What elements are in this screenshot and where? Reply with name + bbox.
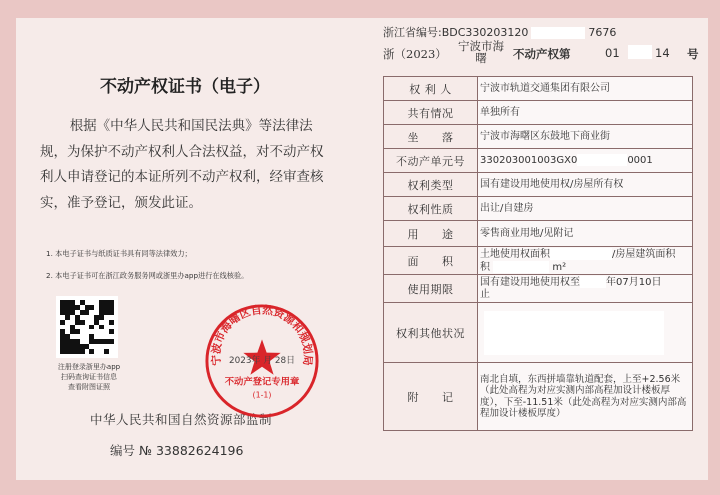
qr-caption-line-3: 查看附图证照	[68, 383, 110, 391]
table-row	[384, 125, 693, 149]
table-row	[384, 247, 693, 275]
hao-label: 号	[687, 47, 699, 61]
certificate-serial	[110, 441, 243, 459]
row-label: 权利其他状况	[384, 303, 478, 363]
certificate-year: 浙（2023）	[383, 47, 447, 61]
seal-date: 2023年 月 28日	[229, 355, 295, 366]
row-label: 附 记	[384, 363, 478, 431]
table-row	[384, 197, 693, 221]
table-row	[384, 303, 693, 363]
row-value	[478, 247, 693, 275]
area-suffix: /房屋建筑面积	[612, 248, 676, 260]
seal-stamp-text: 不动产登记专用章	[224, 376, 300, 388]
serial-number: № 33882624196	[139, 443, 244, 458]
unit-number-prefix: 330203001003GX0	[480, 155, 578, 166]
row-label: 权利类型	[384, 173, 478, 197]
table-row	[384, 149, 693, 173]
serial-label: 编号	[110, 443, 136, 458]
certificate-city: 宁波市海曙	[458, 39, 504, 65]
area-line-2: 积	[480, 261, 490, 273]
term-line-2: 止	[480, 289, 490, 300]
redaction-mask	[493, 261, 549, 273]
certificate-intro: 根据《中华人民共和国民法典》等法律法规，为保护不动产权利人合法权益，对不动产权利人申请登记的本证所列不动产权利，经审查核实，准予登记，颁发此证。	[40, 118, 324, 211]
official-seal-icon	[203, 302, 321, 420]
note-2: 2. 本电子证书可在浙江政务服务网或浙里办app进行在线核验。	[46, 271, 249, 280]
row-label: 共有情况	[384, 101, 478, 125]
row-value: 出让/自建房	[478, 197, 693, 221]
row-value	[478, 149, 693, 173]
row-value: 宁波市海曙区东鼓地下商业街	[478, 125, 693, 149]
row-label: 坐 落	[384, 125, 478, 149]
redaction-mask	[550, 248, 612, 260]
row-label: 使用期限	[384, 275, 478, 303]
certificate-number-part-2: 14	[655, 46, 670, 60]
row-value	[478, 275, 693, 303]
term-prefix: 国有建设用地使用权至	[480, 277, 580, 288]
redaction-mask	[531, 27, 585, 39]
province-number-prefix: 浙江省编号:BDC330203120	[383, 26, 529, 39]
row-value: 南北自填，东西拼墙靠轨道配套，上至+2.56米（此处高程为对应实测内部高程加设计楼板厚度），下至-11.51米（此处高程为对应实测内部高程加设计楼板厚度）	[478, 363, 693, 431]
property-right-label: 不动产权第	[513, 47, 571, 61]
certificate-number-line	[383, 40, 703, 64]
certificate-title: 不动产权证书（电子）	[100, 77, 270, 97]
certificate-number-part-1: 01	[605, 46, 620, 60]
qr-caption-line-2: 扫码查询证书信息	[61, 373, 117, 381]
row-label: 权利性质	[384, 197, 478, 221]
term-suffix: 年07月10日	[606, 277, 662, 288]
qr-code-pattern	[60, 300, 114, 354]
certificate-notes	[46, 243, 248, 287]
unit-number-suffix: 0001	[627, 155, 653, 166]
row-label: 不动产单元号	[384, 149, 478, 173]
row-label: 用 途	[384, 221, 478, 247]
row-value: 宁波市轨道交通集团有限公司	[478, 77, 693, 101]
seal-org-text: 宁波市海曙区自然资源和规划局	[209, 303, 315, 367]
row-value	[478, 303, 693, 363]
row-label: 面 积	[384, 247, 478, 275]
province-number	[383, 24, 616, 40]
note-1: 1. 本电子证书与纸质证书具有同等法律效力；	[46, 249, 192, 258]
table-row	[384, 275, 693, 303]
province-number-suffix: 7676	[588, 26, 617, 39]
qr-code[interactable]	[56, 296, 118, 358]
table-row	[384, 221, 693, 247]
redaction-mask	[628, 45, 652, 59]
table-row	[384, 173, 693, 197]
qr-module	[109, 349, 114, 354]
row-value: 单独所有	[478, 101, 693, 125]
rights-table	[383, 76, 693, 431]
row-value: 零售商业用地/见附记	[478, 221, 693, 247]
area-unit: m²	[552, 261, 567, 273]
row-label: 权 利 人	[384, 77, 478, 101]
redaction-mask	[577, 154, 627, 166]
issuing-authority: 中华人民共和国自然资源部监制	[90, 412, 273, 427]
seal-sub-text: (1-1)	[252, 390, 272, 400]
area-prefix: 土地使用权面积	[480, 248, 550, 260]
row-value: 国有建设用地使用权/房屋所有权	[478, 173, 693, 197]
table-row	[384, 363, 693, 431]
qr-caption	[44, 362, 134, 392]
qr-caption-line-1: 注册登录浙里办app	[57, 363, 121, 371]
table-row	[384, 101, 693, 125]
redaction-mask	[484, 311, 664, 355]
table-row	[384, 77, 693, 101]
redaction-mask	[580, 276, 606, 288]
